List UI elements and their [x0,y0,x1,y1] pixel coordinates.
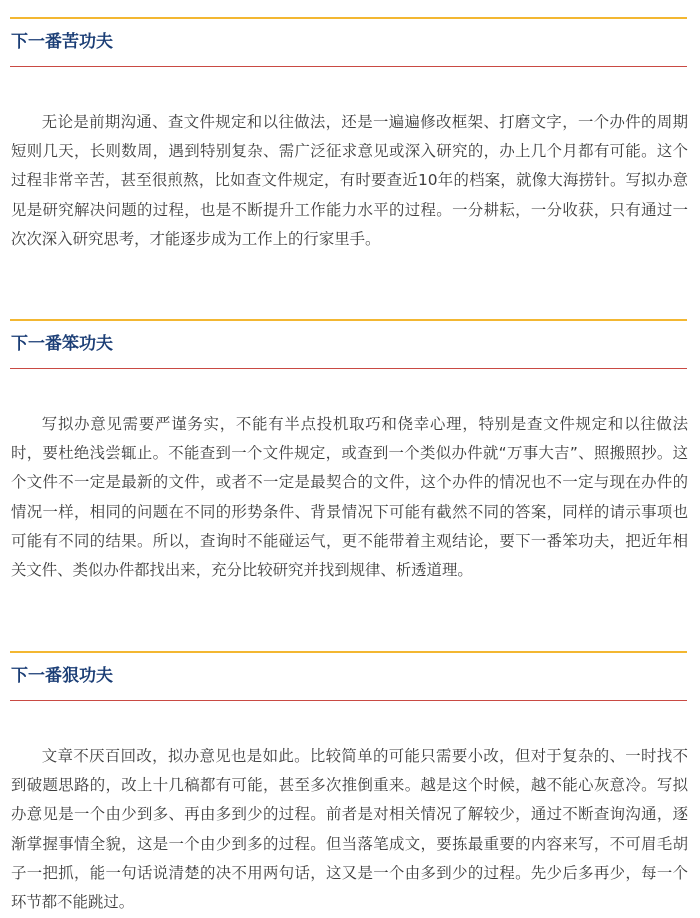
section-bottom-rule [10,66,687,67]
section-top-rule [10,319,687,321]
section-bottom-rule [10,700,687,701]
section-paragraph: 文章不厌百回改，拟办意见也是如此。比较简单的可能只需要小改，但对于复杂的、一时找不到破题思路的，改上十几稿都有可能，甚至多次推倒重来。越是这个时候，越不能心灰意冷。写拟办意见是一个由少到多、再由多到少的过程。前者是对相关情况了解较少，通过不断查询沟通，逐渐掌握事情全貌，这是一个由少到多的过程。但当落笔成文，要拣最重要的内容来写，不可眉毛胡子一把抓，能一句话说清楚的决不用两句话，这又是一个由多到少的过程。先少后多再少，每一个环节都不能跳过。 [11,747,688,912]
section-paragraph: 无论是前期沟通、查文件规定和以往做法，还是一遍遍修改框架、打磨文字，一个办件的周期短则几天，长则数周，遇到特别复杂、需广泛征求意见或深入研究的，办上几个月都有可能。这个过程非常辛苦，甚至很煎熬，比如查文件规定，有时要查近10年的档案，就像大海捞针。写拟办意见是研究解决问题的过程，也是不断提升工作能力水平的过程。一分耕耘，一分收获，只有通过一次次深入研究思考，才能逐步成为工作上的行家里手。 [11,113,688,248]
section-heading: 下一番笨功夫 [11,334,113,354]
section-top-rule [10,651,687,653]
section-top-rule [10,17,687,19]
section-paragraph: 写拟办意见需要严谨务实，不能有半点投机取巧和侥幸心理，特别是查文件规定和以往做法时，要杜绝浅尝辄止。不能查到一个文件规定，或查到一个类似办件就“万事大吉”、照搬照抄。这个文件不一定是最新的文件，或者不一定是最契合的文件，这个办件的情况也不一定与现在办件的情况一样，相同的问题在不同的形势条件、背景情况下可能有截然不同的答案，同样的请示事项也可能有不同的结果。所以，查询时不能碰运气，更不能带着主观结论，要下一番笨功夫，把近年相关文件、类似办件都找出来，充分比较研究并找到规律、析透道理。 [11,415,688,580]
section-heading: 下一番苦功夫 [11,32,113,52]
section-bottom-rule [10,368,687,369]
section-heading: 下一番狠功夫 [11,666,113,686]
